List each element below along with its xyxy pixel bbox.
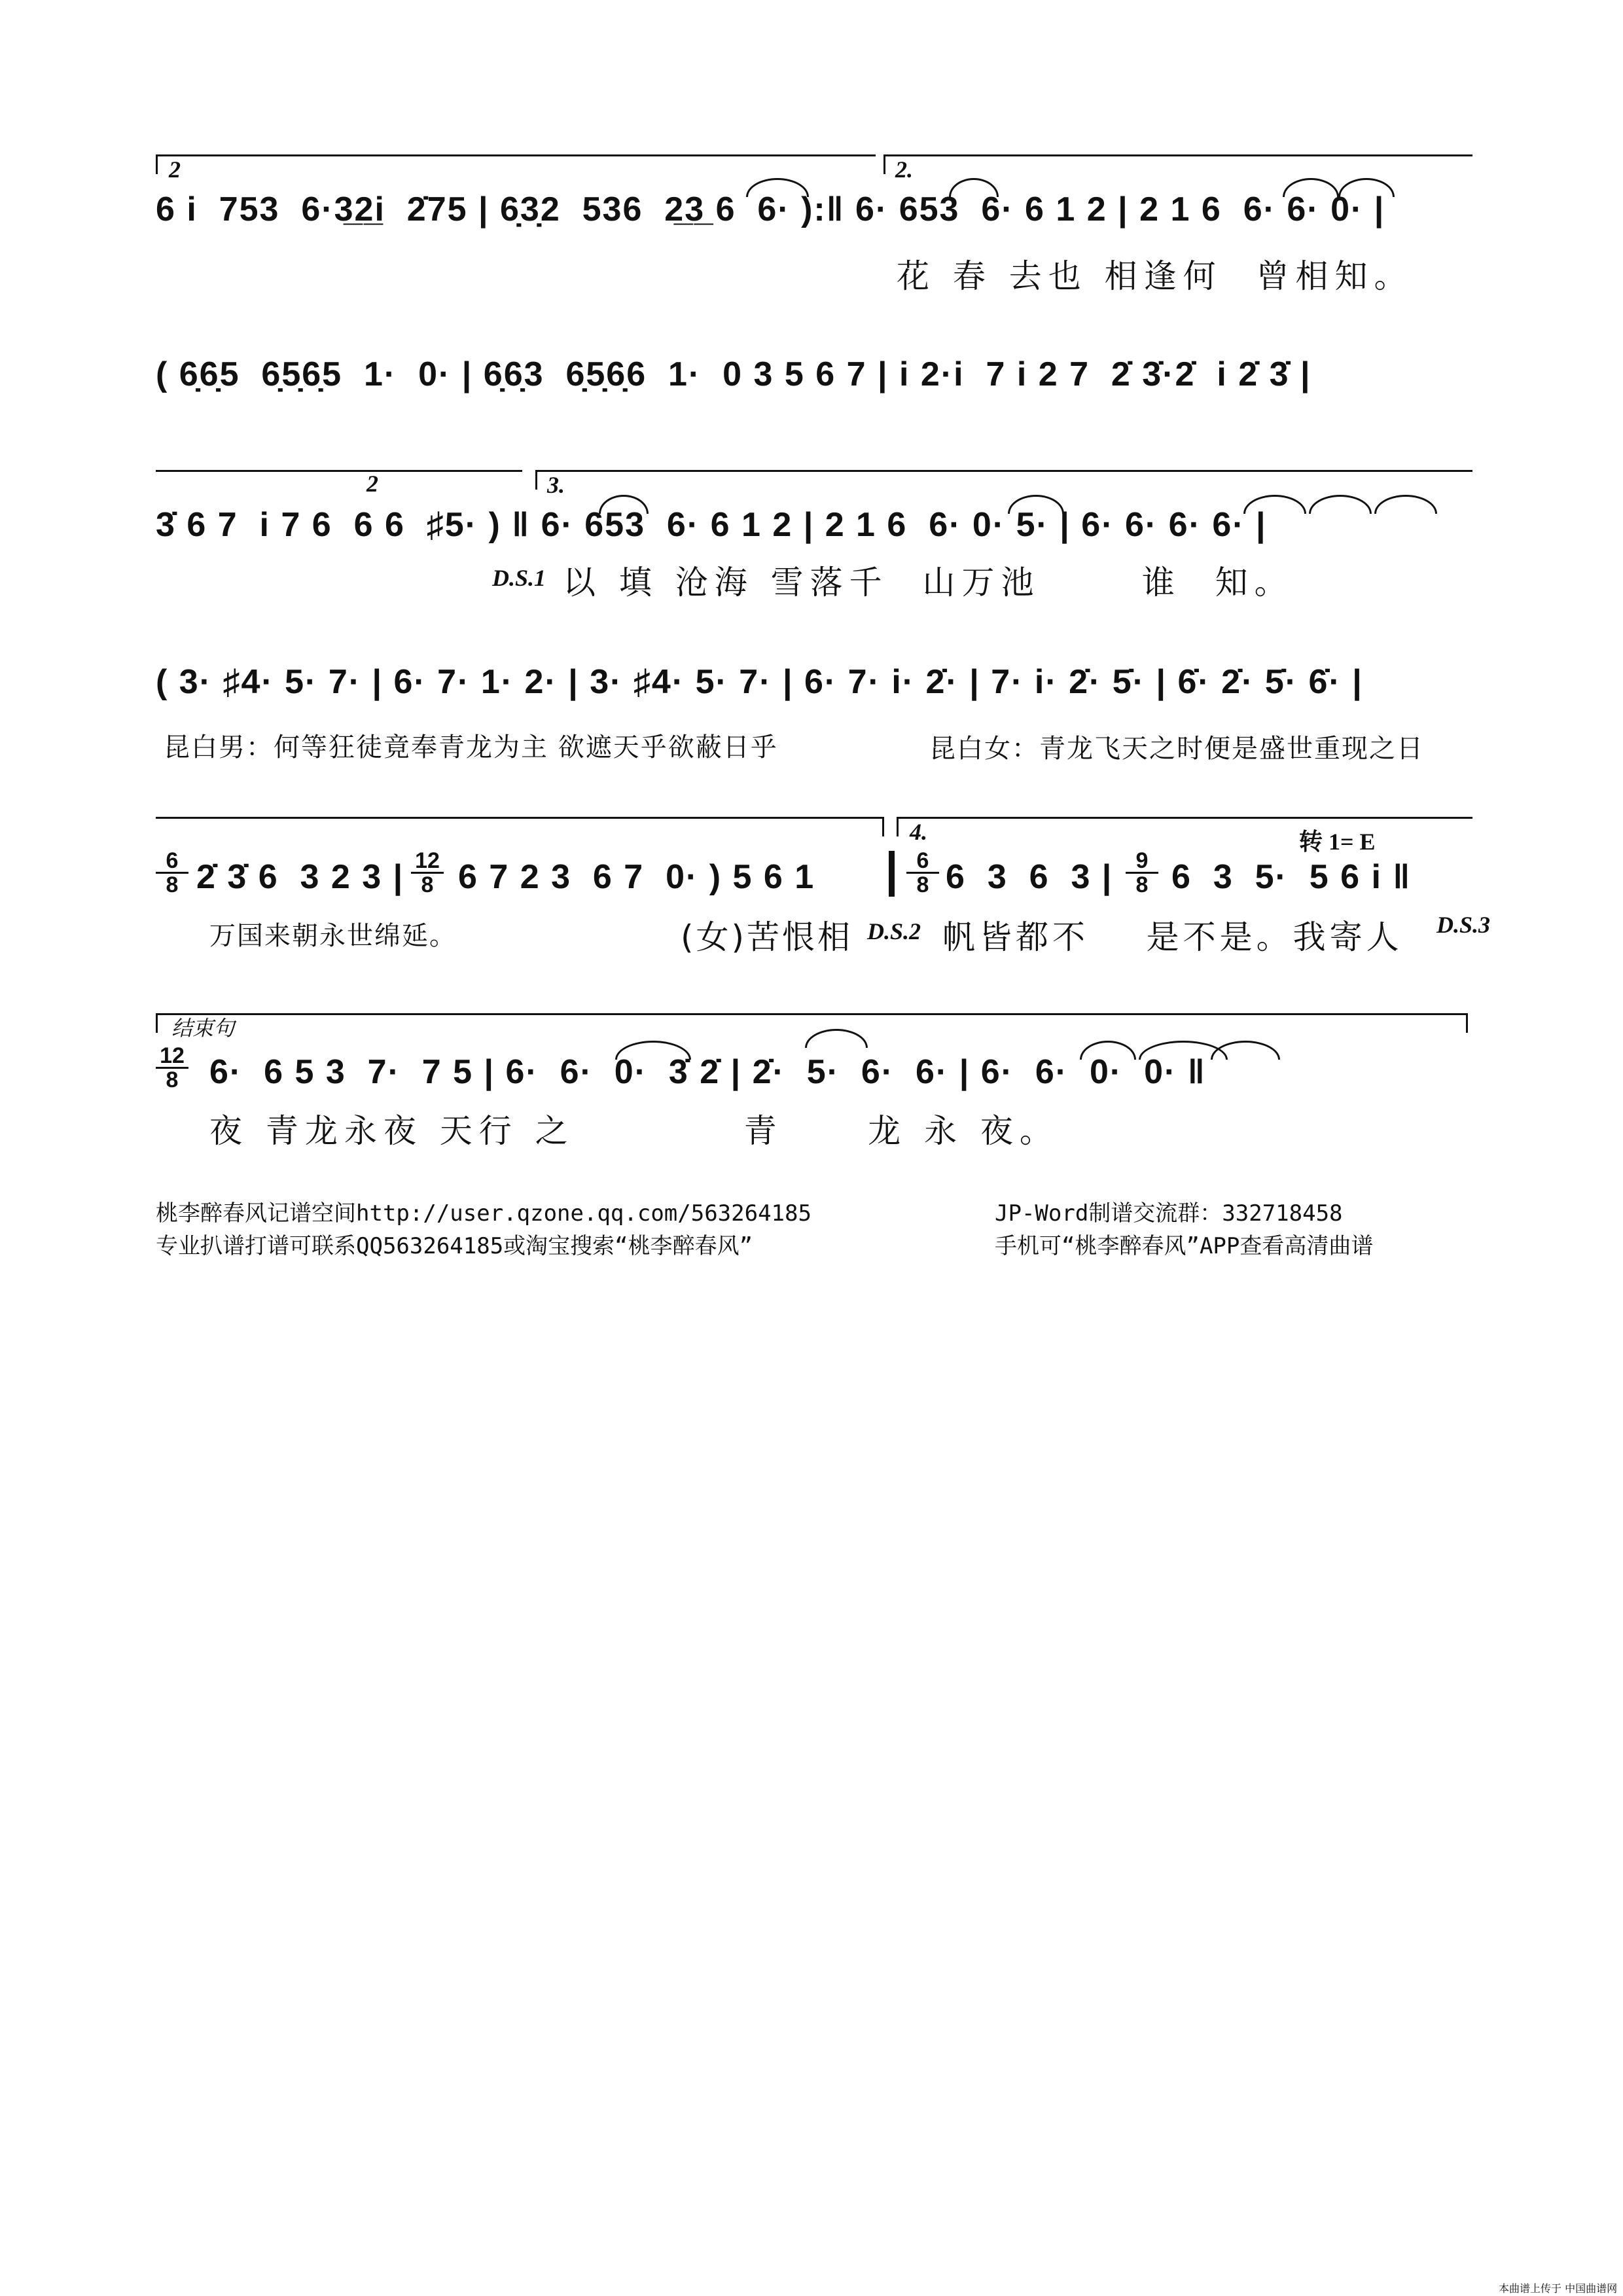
- score-line-1: 6 i 753 6·3̲2̲i 2̇75 | 6̣3̣2 536 2̲3̲ 6 6· ):‖ 6· 653 6· 6 1 2 | 2 1 6 6· 6· 0· |: [156, 190, 1385, 228]
- time-signature: 9 8: [1126, 850, 1158, 896]
- volta-number: 2: [366, 471, 378, 497]
- time-signature: 6 8: [906, 850, 939, 896]
- score-line-4: ( 3· ♯4· 5· 7· | 6· 7· 1· 2· | 3· ♯4· 5· 7· | 6· 7· i· 2̇· | 7· i· 2̇· 5̇· | 6̇· 2̇· 5̇· 6̇· |: [156, 663, 1363, 701]
- coda-bracket-right: [1466, 1013, 1468, 1033]
- tie: [1309, 495, 1372, 514]
- coda-bracket-line: [156, 1013, 1468, 1015]
- volta-line-3b: [535, 470, 1472, 472]
- tie: [1080, 1041, 1136, 1060]
- volta-hook-5b: [897, 817, 899, 836]
- tie: [1211, 1041, 1280, 1060]
- tie: [1008, 495, 1064, 514]
- coda-bracket-left: [156, 1013, 158, 1033]
- score-line-5d: 6 3 5· 5 6 i ‖: [1171, 858, 1412, 896]
- tie: [615, 1041, 691, 1060]
- lyrics-line-5a: 万国来朝永世绵延。: [209, 921, 457, 951]
- tie: [746, 178, 809, 197]
- volta-ending-label: 4.: [910, 819, 927, 845]
- tie: [1374, 495, 1437, 514]
- coda-label: 结束句: [171, 1016, 235, 1040]
- footer-contact-text: 专业扒谱打谱可联系QQ563264185或淘宝搜索“桃李醉春风”: [156, 1233, 753, 1259]
- footer-app-text: 手机可“桃李醉春风”APP查看高清曲谱: [995, 1233, 1374, 1259]
- tie: [1283, 178, 1339, 197]
- tie: [1243, 495, 1306, 514]
- lyrics-line-3: 以 填 沧海 雪落千 山万池 谁 知。: [563, 564, 1294, 601]
- corner-watermark: 本曲谱上传于 中国曲谱网: [1499, 2282, 1618, 2295]
- footer-link-text: 桃李醉春风记谱空间http://user.qzone.qq.com/563264185: [156, 1200, 812, 1227]
- lyrics-line-6: 夜 青龙永夜 天行 之 青 龙 永 夜。: [209, 1112, 1059, 1150]
- score-line-3: 3̇ 6 7 i 7 6 6 6 ♯5· ) ‖ 6· 653 6· 6 1 2 | 2 1 6 6· 0· 5· | 6· 6· 6· 6· |: [156, 506, 1267, 544]
- tie: [949, 178, 999, 197]
- score-line-5a: 2̇ 3̇ 6 3 2 3 |: [196, 858, 404, 896]
- volta-line-1a: [156, 154, 876, 156]
- volta-hook-1a: [156, 154, 158, 174]
- volta-number: 2: [169, 156, 181, 183]
- tie: [599, 495, 649, 514]
- time-signature: 12 8: [156, 1045, 188, 1091]
- volta-line-1b: [883, 154, 1472, 156]
- double-bar: [889, 851, 895, 897]
- volta-hook-5a: [882, 817, 884, 836]
- dal-segno-mark-3: D.S.3: [1436, 912, 1491, 938]
- score-line-2: ( 6̣6̣5 6̣5̣6̣5 1· 0· | 6̣6̣3 6̣5̣6̣6 1· 0 3 5 6 7 | i 2·i 7 i 2 7 2̇ 3̇·2̇ i 2̇ 3̇ |: [156, 355, 1311, 393]
- time-signature: 12 8: [411, 850, 444, 896]
- score-line-6: 6· 6 5 3 7· 7 5 | 6· 6· 0· 3̇ 2̇ | 2̇· 5· 6· 6· | 6· 6· 0· 0· ‖: [209, 1053, 1206, 1091]
- volta-ending-label: 2.: [895, 156, 913, 183]
- volta-line-5a: [156, 817, 882, 819]
- time-signature: 6 8: [156, 850, 188, 896]
- dal-segno-mark: D.S.1: [492, 565, 546, 591]
- lyrics-line-1: 花 春 去也 相逢何 曾相知。: [897, 257, 1414, 295]
- lyrics-line-5b: (女)苦恨相: [681, 918, 853, 956]
- tie: [1338, 178, 1395, 197]
- score-line-5c: 6 3 6 3 |: [946, 858, 1113, 896]
- volta-line-3a: [156, 470, 522, 472]
- volta-line-5b: [897, 817, 1472, 819]
- spoken-line-male: 昆白男：何等狂徒竟奉青龙为主 欲遮天乎欲蔽日乎: [164, 732, 778, 762]
- volta-ending-label: 3.: [547, 472, 565, 498]
- key-change-label: 转 1= E: [1299, 829, 1376, 855]
- lyrics-line-5c: 帆皆都不 是不是。我寄人: [942, 918, 1403, 956]
- volta-hook-3b: [535, 470, 537, 490]
- volta-hook-1b: [883, 154, 885, 174]
- footer-group-text: JP-Word制谱交流群：332718458: [995, 1200, 1343, 1227]
- dal-segno-mark-2: D.S.2: [867, 918, 921, 944]
- score-line-5b: 6 7 2 3 6 7 0· ) 5 6 1: [458, 858, 815, 896]
- tie: [805, 1029, 868, 1048]
- spoken-line-female: 昆白女：青龙飞天之时便是盛世重现之日: [929, 734, 1424, 764]
